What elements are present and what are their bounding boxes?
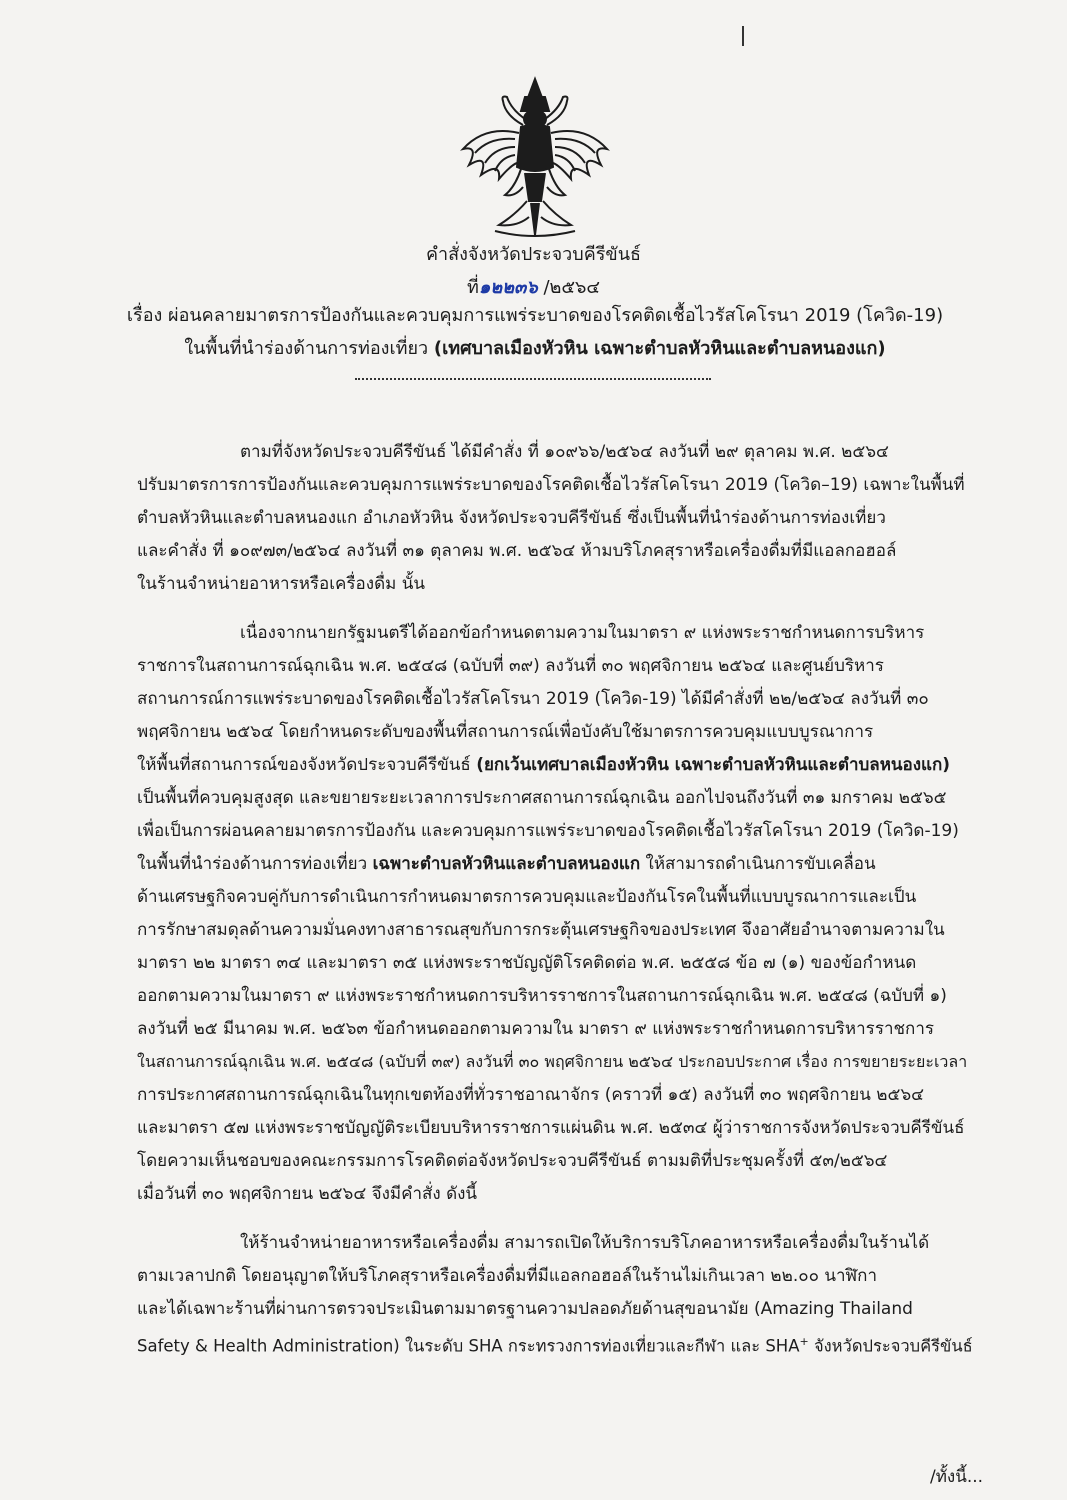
para2-line-8-b: ให้สามารถดำเนินการขับเคลื่อน [640,854,876,874]
order-number [0,276,1067,300]
para2-line-2: ราชการในสถานการณ์ฉุกเฉิน พ.ศ. ๒๕๔๘ (ฉบับที่ ๓๙) ลงวันที่ ๓๐ พฤศจิกายน ๒๕๖๔ และศูนย์บริหาร [137,656,884,676]
para3-line-4 [137,1330,979,1359]
para2-line-1: เนื่องจากนายกรัฐมนตรีได้ออกข้อกำหนดตามความในมาตรา ๙ แห่งพระราชกำหนดการบริหาร [240,623,925,643]
para1-line-5: ในร้านจำหน่ายอาหารหรือเครื่องดื่ม นั้น [137,574,425,594]
para2-line-5-bold: (ยกเว้นเทศบาลเมืองหัวหิน เฉพาะตำบลหัวหินและตำบลหนองแก) [476,755,951,775]
para2-line-10: การรักษาสมดุลด้านความมั่นคงทางสาธารณสุขกับการกระตุ้นเศรษฐกิจของประเทศ จึงอาศัยอำนาจตามความใน [137,920,945,940]
para3-line-1: ให้ร้านจำหน่ายอาหารหรือเครื่องดื่ม สามารถเปิดให้บริการบริโภคอาหารหรือเครื่องดื่มในร้านได้ [240,1233,930,1253]
subject-line-1: เรื่อง ผ่อนคลายมาตรการป้องกันและควบคุมการแพร่ระบาดของโรคติดเชื้อไวรัสโคโรนา 2019 (โควิด-19) [126,305,944,326]
para2-line-7: เพื่อเป็นการผ่อนคลายมาตรการป้องกัน และควบคุมการแพร่ระบาดของโรคติดเชื้อไวรัสโคโรนา 2019 (โควิด-19) [137,821,959,841]
para2-line-8 [137,852,979,876]
number-prefix: ที่ [466,277,479,298]
para2-line-11: มาตรา ๒๒ มาตรา ๓๔ และมาตรา ๓๕ แห่งพระราชบัญญัติโรคติดต่อ พ.ศ. ๒๕๕๘ ข้อ ๗ (๑) ของข้อกำหนด [137,953,917,973]
dotted-divider [355,378,711,380]
para1-line-1: ตามที่จังหวัดประจวบคีรีขันธ์ ได้มีคำสั่ง ที่ ๑๐๙๖๖/๒๕๖๔ ลงวันที่ ๒๙ ตุลาคม พ.ศ. ๒๕๖๔ [240,442,889,462]
para3-line-3: และได้เฉพาะร้านที่ผ่านการตรวจประเมินตามมาตรฐานความปลอดภัยด้านสุขอนามัย (Amazing Thailand [137,1299,913,1319]
handwritten-number: ๑๒๒๓๖ [478,277,538,298]
garuda-seal-icon [455,75,615,240]
para2-line-3: สถานการณ์การแพร่ระบาดของโรคติดเชื้อไวรัสโคโรนา 2019 (โควิด-19) ได้มีคำสั่งที่ ๒๒/๒๕๖๔ ลงวันที่ ๓๐ [137,689,929,709]
para1-line-2: ปรับมาตรการการป้องกันและควบคุมการแพร่ระบาดของโรคติดเชื้อไวรัสโคโรนา 2019 (โควิด–19) เฉพาะในพื้นที่ [137,475,965,495]
para2-line-13: ลงวันที่ ๒๕ มีนาคม พ.ศ. ๒๕๖๓ ข้อกำหนดออกตามความใน มาตรา ๙ แห่งพระราชกำหนดการบริหารราชการ [137,1019,934,1039]
para2-line-8-bold: เฉพาะตำบลหัวหินและตำบลหนองแก [372,854,641,874]
para2-line-6: เป็นพื้นที่ควบคุมสูงสุด และขยายระยะเวลาการประกาศสถานการณ์ฉุกเฉิน ออกไปจนถึงวันที่ ๓๑ มกราคม ๒๕๖๕ [137,788,947,808]
para3-line-4-b: จังหวัดประจวบคีรีขันธ์ [808,1336,973,1356]
para2-line-12: ออกตามความในมาตรา ๙ แห่งพระราชกำหนดการบริหารราชการในสถานการณ์ฉุกเฉิน พ.ศ. ๒๕๔๘ (ฉบับที่ ๑) [137,986,947,1006]
para2-line-16: และมาตรา ๕๗ แห่งพระราชบัญญัติระเบียบบริหารราชการแผ่นดิน พ.ศ. ๒๕๓๔ ผู้ว่าราชการจังหวัดประจวบคีรีขันธ์ [137,1118,965,1138]
para3-line-2: ตามเวลาปกติ โดยอนุญาตให้บริโภคสุราหรือเครื่องดื่มที่มีแอลกอฮอล์ในร้านไม่เกินเวลา ๒๒.๐๐ นาฬิกา [137,1266,878,1286]
subject-area-bold: (เทศบาลเมืองหัวหิน เฉพาะตำบลหัวหินและตำบลหนองแก) [433,338,886,359]
para2-line-4: พฤศจิกายน ๒๕๖๔ โดยกำหนดระดับของพื้นที่สถานการณ์เพื่อบังคับใช้มาตรการควบคุมแบบบูรณาการ [137,722,874,742]
para2-line-8-a: ในพื้นที่นำร่องด้านการท่องเที่ยว [137,854,373,874]
para2-line-5-plain: ให้พื้นที่สถานการณ์ของจังหวัดประจวบคีรีขันธ์ [137,755,477,775]
order-title: คำสั่งจังหวัดประจวบคีรีขันธ์ [425,244,642,265]
para2-line-5 [137,753,979,777]
subject-area: ในพื้นที่นำร่องด้านการท่องเที่ยว [184,338,434,359]
para1-line-3: ตำบลหัวหินและตำบลหนองแก อำเภอหัวหิน จังหวัดประจวบคีรีขันธ์ ซึ่งเป็นพื้นที่นำร่องด้านการท่องเที่ยว [137,508,886,528]
para2-line-9: ด้านเศรษฐกิจควบคู่กับการดำเนินการกำหนดมาตรการควบคุมและป้องกันโรคในพื้นที่แบบบูรณาการและเป็น [137,887,917,907]
para2-line-17: โดยความเห็นชอบของคณะกรรมการโรคติดต่อจังหวัดประจวบคีรีขันธ์ ตามมติที่ประชุมครั้งที่ ๕๓/๒๕๖๔ [137,1151,888,1171]
para2-line-15: การประกาศสถานการณ์ฉุกเฉินในทุกเขตท้องที่ทั่วราชอาณาจักร (คราวที่ ๑๕) ลงวันที่ ๓๐ พฤศจิกายน ๒๕๖๔ [137,1085,924,1105]
para2-line-18: เมื่อวันที่ ๓๐ พฤศจิกายน ๒๕๖๔ จึงมีคำสั่ง ดังนี้ [137,1184,478,1204]
continuation-mark: /ทั้งนี้... [930,1467,984,1487]
para2-line-14: ในสถานการณ์ฉุกเฉิน พ.ศ. ๒๕๔๘ (ฉบับที่ ๓๙) ลงวันที่ ๓๐ พฤศจิกายน ๒๕๖๔ ประกอบประกาศ เรื่อง การขยายระยะเวลา [137,1052,968,1071]
scan-mark [742,26,744,46]
subject-line-2 [95,337,975,361]
sha-plus-superscript: + [799,1335,809,1348]
para1-line-4: และคำสั่ง ที่ ๑๐๙๗๓/๒๕๖๔ ลงวันที่ ๓๑ ตุลาคม พ.ศ. ๒๕๖๔ ห้ามบริโภคสุราหรือเครื่องดื่มที่มีแอลกอฮอล์ [137,541,897,561]
number-year: /๒๕๖๔ [543,277,601,298]
para3-line-4-a: Safety & Health Administration) ในระดับ SHA กระทรวงการท่องเที่ยวและกีฬา และ SHA [137,1336,800,1356]
